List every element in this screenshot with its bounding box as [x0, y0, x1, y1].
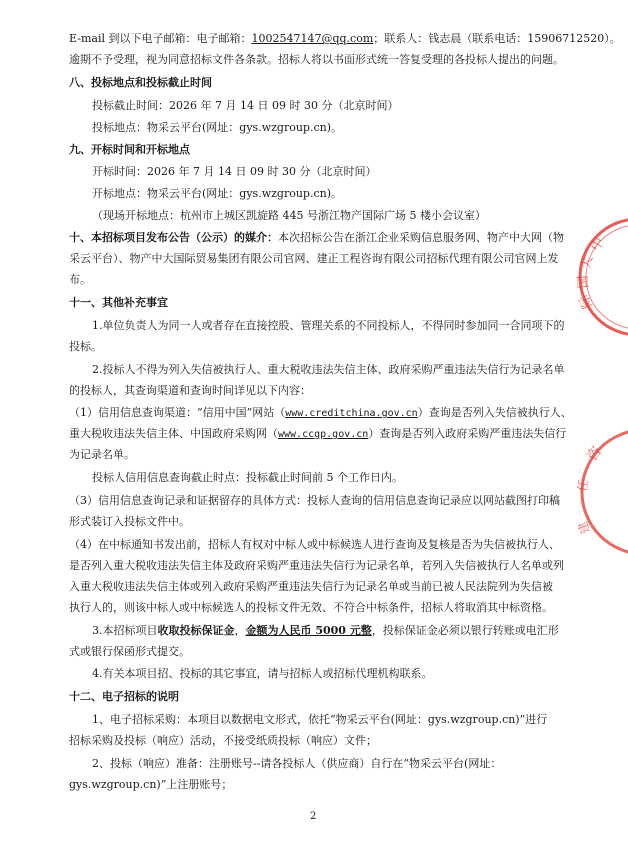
- text-line: 2、投标（响应）准备：注册账号--请各投标人（供应商）自行在“物采云平台(网址：: [92, 757, 502, 770]
- text-line: 为记录名单。: [69, 448, 135, 461]
- text-line: 投标地点：物采云平台(网址：gys.wzgroup.cn)。: [92, 121, 342, 134]
- text-line: 式或银行保函形式提交。: [69, 645, 190, 658]
- email-line-suffix: ；联系人：钱志晨（联系电话：15906712520）。: [373, 32, 621, 45]
- text-line: 布。: [69, 273, 91, 286]
- text-line: 投标截止时间：2026 年 7 月 14 日 09 时 30 分（北京时间）: [92, 99, 399, 112]
- text-line: [69, 427, 566, 442]
- text-line: 1、电子招标采购：本项目以数据电文形式，依托“物采云平台(网址：gys.wzgroup.cn)”进行: [92, 713, 548, 726]
- agency-seal-icon: [572, 420, 628, 570]
- ccgp-link[interactable]: www.ccgp.gov.cn: [278, 429, 369, 440]
- text-line: 的投标人，其查询渠道和查询时间详见以下内容：: [69, 384, 311, 397]
- text-line: 采云平台）、物产中大国际贸易集团有限公司官网、建正工程咨询有限公司招标代理有限公司官网上发: [69, 252, 559, 265]
- email-line-prefix: E-mail 到以下电子邮箱：电子邮箱：: [69, 32, 252, 45]
- deposit-amount: 金额为人民币 5000 元整: [245, 624, 372, 637]
- deposit-emphasis: 收取投标保证金: [157, 624, 235, 637]
- text-span: （1）信用信息查询渠道：“信用中国”网站（: [69, 406, 286, 419]
- text-span: ，: [234, 624, 246, 637]
- text-line: 逾期不予受理，视为同意招标文件各条款。招标人将以书面形式统一答复受理的各投标人提出的问题。: [69, 53, 564, 66]
- svg-text:国: 国: [575, 274, 592, 289]
- text-line: 开标地点：物采云平台(网址：gys.wzgroup.cn)。: [92, 187, 342, 200]
- page-number: 2: [310, 811, 317, 822]
- section-12-title: 十二、电子招标的说明: [69, 690, 179, 703]
- text-line: 招标采购及投标（响应）活动，不接受纸质投标（响应）文件；: [69, 734, 377, 747]
- section-8-title: 八、投标地点和投标截止时间: [69, 76, 212, 89]
- text-span: ）查询是否列入政府采购严重违法失信行: [368, 427, 567, 440]
- text-line: （现场开标地点：杭州市上城区凯旋路 445 号浙江物产国际广场 5 楼小会议室）: [92, 209, 486, 222]
- text-line: gys.wzgroup.cn)”上注册账号；: [69, 778, 233, 791]
- text-line: 形式装订入投标文件中。: [69, 515, 190, 528]
- company-seal-icon: [568, 212, 628, 342]
- text-span: ，投标保证金必须以银行转账或电汇形: [371, 624, 559, 637]
- text-span: 重大税收违法失信主体、中国政府采购网（: [69, 427, 278, 440]
- deposit-line: [92, 624, 559, 638]
- section-11-title: 十一、其他补充事宜: [69, 296, 168, 309]
- email-line: [69, 32, 621, 46]
- creditchina-link[interactable]: www.creditchina.gov.cn: [285, 408, 418, 419]
- svg-text:际: 际: [576, 292, 596, 311]
- text-span: 本次招标公告在浙江企业采购信息服务网、物产中大网（物: [278, 231, 564, 244]
- text-line: （4）在中标通知书发出前，招标人有权对中标人或中标候选人进行查询及复核是否为失信被执行人、: [69, 538, 560, 551]
- section-10-title: 十、本招标项目发布公告（公示）的媒介：: [69, 231, 278, 244]
- email-link[interactable]: 1002547147@qq.com: [251, 32, 374, 45]
- text-line: 投标人信用信息查询截止时点：投标截止时间前 5 个工作日内。: [92, 471, 403, 484]
- section-9-title: 九、开标时间和开标地点: [69, 143, 190, 156]
- text-line: 执行人的，则该中标人或中标候选人的投标文件无效、不符合中标条件，招标人将取消其中标资格。: [69, 601, 553, 614]
- text-span: 3.本招标项目: [92, 624, 158, 637]
- text-line: 4.有关本项目招、投标的其它事宜，请与招标人或招标代理机构联系。: [92, 667, 433, 680]
- text-line: 入重大税收违法失信主体或列入政府采购严重违法失信行为记录名单或当前已被人民法院列为失信被: [69, 580, 553, 593]
- text-line: （3）信用信息查询记录和证据留存的具体方式：投标人查询的信用信息查询记录应以网站截图打印稿: [69, 494, 560, 507]
- svg-text:建: 建: [575, 519, 593, 536]
- svg-text:中: 中: [588, 235, 608, 254]
- text-line: 投标。: [69, 340, 102, 353]
- text-line: 开标时间：2026 年 7 月 14 日 09 时 30 分（北京时间）: [92, 165, 377, 178]
- text-line: 2.投标人不得为列入失信被执行人、重大税收违法失信主体、政府采购严重违法失信行为记录名单: [92, 363, 565, 376]
- svg-text:咨: 咨: [584, 443, 606, 465]
- text-line: [69, 406, 572, 421]
- section-10-line1: [69, 231, 564, 245]
- text-line: 是否列入重大税收违法失信主体及政府采购严重违法失信行为记录名单，若列入失信被执行人名单或列: [69, 559, 564, 572]
- svg-text:任: 任: [575, 478, 592, 493]
- svg-text:大: 大: [579, 255, 597, 271]
- text-span: ）查询是否列入失信被执行人、: [417, 406, 572, 419]
- text-line: 1.单位负责人为同一人或者存在直接控股、管理关系的不同投标人，不得同时参加同一合同项下的: [92, 319, 565, 332]
